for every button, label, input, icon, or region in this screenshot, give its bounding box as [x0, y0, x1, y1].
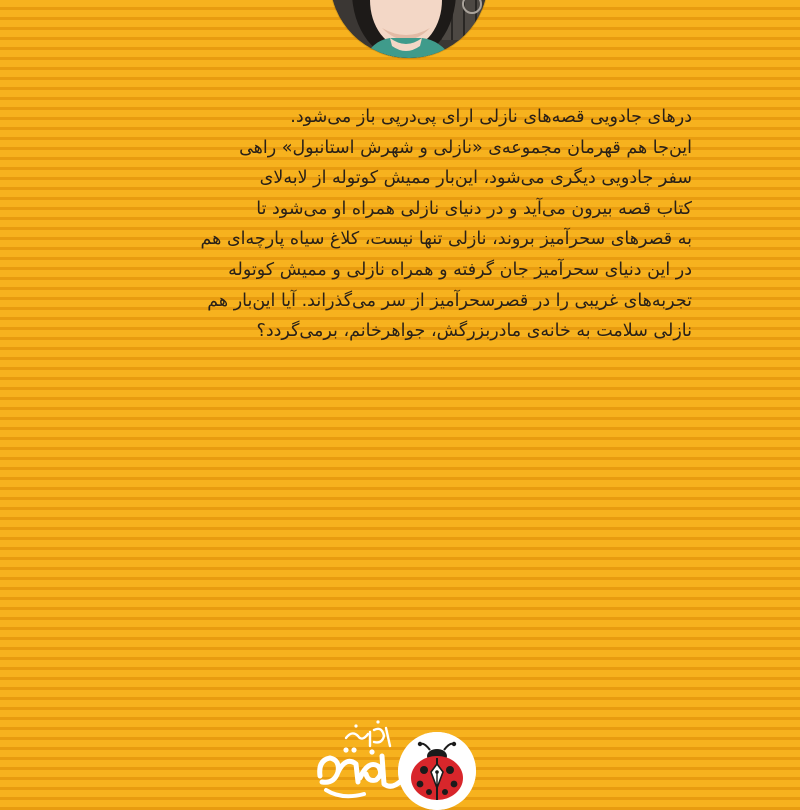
book-blurb [92, 102, 692, 347]
blurb-line: درهای جادویی قصه‌های نازلی ارای پی‌درپی باز می‌شود. [290, 107, 692, 127]
blurb-line: در این دنیای سحرآمیز جان گرفته و همراه نازلی و ممیش کوتوله [228, 259, 692, 280]
ladybug-pen-icon [398, 732, 476, 810]
publisher-wordmark-icon [312, 716, 412, 800]
blurb-line: به قصرهای سحرآمیز بروند، نازلی تنها نیست، کلاغ سیاه پارچه‌ای هم [200, 229, 692, 250]
blurb-line: این‌جا هم قهرمان مجموعه‌ی «نازلی و شهرش استانبول» راهی [239, 137, 692, 158]
blurb-line: سفر جادویی دیگری می‌شود، این‌بار ممیش کوتوله از لابه‌لای [259, 168, 692, 189]
blurb-line: تجربه‌های غریبی را در قصرسحرآمیز از سر می‌گذراند. آیا این‌بار هم [207, 290, 692, 311]
blurb-line: نازلی سلامت به خانه‌ی مادربزرگش، جواهرخانم، برمی‌گردد؟ [256, 321, 692, 342]
girl-portrait-icon [330, 0, 488, 58]
blurb-line: کتاب قصه بیرون می‌آید و در دنیای نازلی همراه او می‌شود تا [256, 198, 692, 219]
